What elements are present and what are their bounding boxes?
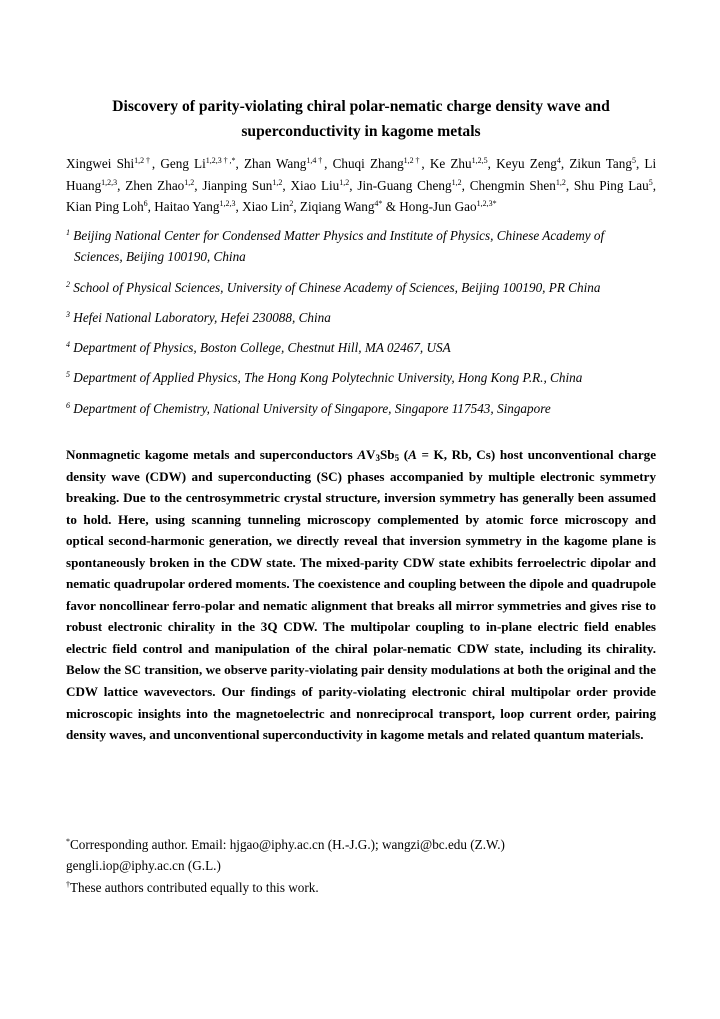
author-name: Chuqi Zhang [332,156,404,171]
abstract-lead: Nonmagnetic kagome metals and superconductors [66,447,358,462]
abstract [66,444,656,746]
author-name: Chengmin Shen [469,177,556,193]
author-name: Jianping Sun [202,177,273,193]
author-separator: , [421,156,430,171]
title-line-1: Discovery of parity-violating chiral polar-nematic charge density wave and [112,98,610,115]
author-name: Xiao Liu [290,177,340,193]
affiliation-text: Department of Applied Physics, The Hong Kong Polytechnic University, Hong Kong P.R., China [73,370,583,385]
author-separator: , [560,156,570,171]
footnotes [66,834,656,898]
affiliation-number: 5 [66,370,70,379]
author-separator: , [194,177,203,193]
equal-text: These authors contributed equally to this work. [70,879,319,895]
author-separator: , [461,177,470,193]
author-separator: , [565,177,574,193]
author-name: Li Huang [66,156,657,193]
affiliation-1 [66,225,656,267]
dagger-mark: † [66,879,70,889]
author-name: Shu Ping Lau [573,177,649,193]
affiliation-number: 6 [66,401,70,410]
affiliation-text: Beijing National Center for Condensed Matter Physics and Institute of Physics, Chinese Academy of [73,228,605,243]
author-separator: , [235,156,244,171]
formula-subscript: 5 [394,453,400,463]
affiliation-text-cont: Sciences, Beijing 100190, China [74,249,246,264]
author-affiliation-marks: 1,2† [134,156,152,165]
affiliation-number: 1 [66,228,70,237]
author-affiliation-marks: 5 [648,177,653,187]
author-affiliation-marks: 4 [556,156,561,165]
title-line-2: superconductivity in kagome metals [241,123,481,140]
author-separator: & [382,199,400,214]
asterisk-mark: * [66,837,70,846]
author-name: Hong-Jun Gao [399,199,477,214]
corresponding-text: Corresponding author. Email: hjgao@iphy.ac.cn (H.-J.G.); wangzi@bc.edu (Z.W.) [70,837,505,852]
author-name: Xingwei Shi [66,156,135,171]
author-name: Keyu Zeng [496,156,557,171]
affiliation-number: 3 [66,310,70,319]
author-name: Kian Ping Loh [66,199,144,214]
author-name: Ke Zhu [429,156,472,171]
author-affiliation-marks: 6 [143,199,148,208]
author-name: Zikun Tang [569,156,632,171]
formula-a: A [357,447,367,462]
author-affiliation-marks: 1,2,3†,* [205,156,236,165]
affiliation-4 [66,337,656,358]
affiliation-5 [66,367,656,388]
author-name: Xiao Lin [242,199,290,214]
author-affiliation-marks: 1,2 [451,177,462,187]
author-affiliation-marks: 1,2,3 [101,177,118,187]
abstract-body: host unconventional charge density wave (CDW) and superconducting (SC) phases accompanied by multiple electronic symmetry breaking. Due to the centrosymmetric crystal structure, inversion symmetry has generally been assumed to hold. Here, using scanning tunneling microscopy complemented by atomic force microscopy and optical second-harmonic generation, we directly reveal that inversion symmetry in the kagome plane is spontaneously broken in the CDW state. The mixed-parity CDW state exhibits ferroelectric dipolar and nematic quadrupolar ordered moments. The coexistence and coupling between the dipole and quadrupole favor noncollinear ferro-polar and nematic alignment that breaks all mirror symmetries and gives rise to robust electronic chirality in the 3Q CDW. The multipolar coupling to in-plane electric field enables electric field control and manipulation of the chiral polar-nematic CDW state, including its chirality. Below the SC transition, we observe parity-violating pair density modulations at both the original and the CDW lattice wavevectors. Our findings of parity-violating electronic chiral multipolar order provide microscopic insights into the magnetoelectric and nonreciprocal transport, loop current order, pairing density waves, and unconventional superconductivity in kagome metals and related quantum materials. [66,447,657,743]
author-name: Geng Li [160,156,206,171]
corresponding-email: gengli.iop@iphy.ac.cn (G.L.) [66,858,221,874]
author-affiliation-marks: 1,2 [272,177,283,187]
author-affiliation-marks: 1,4† [306,156,325,165]
corresponding-note [66,834,656,855]
paper-title [66,94,656,144]
affiliation-text: School of Physical Sciences, University of Chinese Academy of Sciences, Beijing 100190, PR China [73,280,601,295]
author-affiliation-marks: 5 [631,156,636,165]
author-name: Zhen Zhao [125,177,185,193]
author-affiliation-marks: 1,2† [403,156,422,165]
affiliation-3 [66,307,656,328]
author-separator: , [652,177,657,193]
author-affiliation-marks: 1,2 [184,177,195,187]
paren-a: A [408,447,417,462]
affiliation-number: 4 [66,340,70,349]
affiliation-text: Department of Physics, Boston College, Chestnut Hill, MA 02467, USA [73,340,451,355]
author-separator: , [235,199,243,214]
formula-v: V [366,447,376,462]
author-separator: , [151,156,161,171]
author-separator: , [349,177,358,193]
author-name: Haitao Yang [154,199,220,214]
equal-contribution-note [66,877,656,898]
author-affiliation-marks: 1,2,5 [471,156,488,165]
author-separator: , [635,156,645,171]
author-separator: , [147,199,155,214]
affiliation-2 [66,277,656,298]
affiliation-text: Department of Chemistry, National University of Singapore, Singapore 117543, Singapore [73,401,551,416]
author-separator: , [487,156,497,171]
affiliation-6 [66,398,656,419]
author-affiliation-marks: 2 [289,199,294,208]
author-name: Ziqiang Wang [299,199,375,214]
author-name: Jin-Guang Cheng [357,177,452,193]
paren-open: ( [399,447,409,462]
author-affiliation-marks: 1,2 [339,177,350,187]
author-name: Zhan Wang [243,156,307,171]
formula-sb: Sb [380,447,395,462]
author-affiliation-marks: 1,2,3 [219,199,236,208]
author-affiliation-marks: 4* [374,199,383,208]
author-affiliation-marks: 1,2,3* [476,199,497,208]
paren-rest: = K, Rb, Cs) [416,447,496,462]
author-separator: , [293,199,300,214]
author-separator: , [117,177,126,193]
author-affiliation-marks: 1,2 [555,177,566,187]
author-list [66,153,656,218]
author-separator: , [282,177,291,193]
author-separator: , [324,156,333,171]
affiliation-text: Hefei National Laboratory, Hefei 230088, China [73,310,331,325]
affiliation-number: 2 [66,280,70,289]
formula-subscript: 3 [375,453,381,463]
